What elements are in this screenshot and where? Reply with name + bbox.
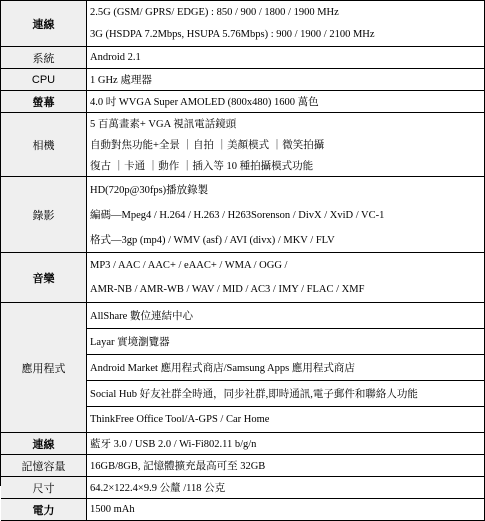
spec-value [87, 1, 485, 46]
spec-value [87, 69, 485, 90]
spec-value-line: MP3 / AAC / AAC+ / eAAC+ / WMA / OGG / [90, 259, 288, 271]
spec-label: CPU [1, 69, 87, 90]
spec-row [1, 177, 485, 253]
spec-value-line: 2.5G (GSM/ GPRS/ EDGE) : 850 / 900 / 1800 / 1900 MHz [90, 6, 339, 18]
spec-row [1, 303, 485, 433]
spec-value-line: 3G (HSDPA 7.2Mbps, HSUPA 5.76Mbps) : 900 / 1900 / 2100 MHz [90, 29, 375, 41]
spec-value-line: 藍牙 3.0 / USB 2.0 / Wi-Fi802.11 b/g/n [90, 439, 257, 450]
spec-value [87, 113, 485, 176]
spec-value [87, 253, 485, 302]
spec-row [1, 47, 485, 69]
spec-value-line: 復古 ｜卡通 ｜動作 ｜插入等 10 種拍攝模式功能 [90, 161, 314, 172]
spec-value-line: 編碼—Mpeg4 / H.264 / H.263 / H263Sorenson / DivX / XviD / VC-1 [90, 210, 385, 221]
spec-label: 尺寸 [1, 477, 87, 498]
spec-value-line: 格式—3gp (mp4) / WMV (asf) / AVI (divx) / MKV / FLV [90, 235, 335, 246]
spec-row [1, 455, 485, 477]
spec-value-line: 自動對焦功能+全景 ｜自拍 ｜美顏模式 ｜微笑拍攝 [90, 140, 325, 151]
spec-label: 記憶容量 [1, 455, 87, 476]
spec-value [87, 47, 485, 68]
spec-row [1, 253, 485, 303]
spec-value-line: AllShare 數位連結中心 [87, 303, 484, 329]
spec-label: 相機 [1, 113, 87, 176]
spec-value [87, 477, 485, 498]
spec-row [1, 499, 485, 521]
spec-value [87, 177, 485, 252]
spec-value-line: 4.0 吋 WVGA Super AMOLED (800x480) 1600 萬色 [90, 97, 319, 108]
spec-value-line: ThinkFree Office Tool/A-GPS / Car Home [90, 414, 270, 425]
spec-value-line: 64.2×122.4×9.9 公釐 /118 公克 [90, 483, 226, 494]
spec-value-line: Social Hub 好友社群全時通，同步社群,即時通訊,電子郵件和聯絡人功能 [87, 381, 484, 407]
spec-row [1, 91, 485, 113]
spec-value-line: Android Market 應用程式商店/Samsung Apps 應用程式商店 [87, 355, 484, 381]
spec-label: 連線 [1, 433, 87, 454]
spec-row [1, 1, 485, 47]
spec-value-line: HD(720p@30fps)播放錄製 [90, 185, 209, 196]
spec-label: 螢幕 [1, 91, 87, 112]
spec-row [1, 433, 485, 455]
spec-value [87, 91, 485, 112]
spec-value-line: Android 2.1 [90, 52, 141, 63]
spec-value [87, 303, 485, 432]
spec-row [1, 477, 485, 499]
spec-label: 系統 [1, 47, 87, 68]
spec-value [87, 499, 485, 520]
spec-label: 電力 [1, 499, 87, 520]
spec-row [1, 113, 485, 177]
spec-label: 連線 [1, 1, 87, 46]
spec-label: 應用程式 [1, 303, 87, 432]
spec-value-line: 1500 mAh [90, 504, 135, 515]
spec-value-line: 16GB/8GB, 記憶體擴充最高可至 32GB [90, 461, 266, 472]
spec-value-line: 5 百萬畫素+ VGA 視訊電話鏡頭 [90, 119, 237, 130]
spec-row [1, 69, 485, 91]
spec-value-line: Layar 實境瀏覽器 [87, 329, 484, 355]
spec-value [87, 455, 485, 476]
spec-value-line: AMR-NB / AMR-WB / WAV / MID / AC3 / IMY / FLAC / XMF [90, 284, 365, 296]
spec-label: 音樂 [1, 253, 87, 302]
spec-value [87, 433, 485, 454]
spec-value-line: 1 GHz 處理器 [90, 75, 152, 86]
spec-label: 錄影 [1, 177, 87, 252]
